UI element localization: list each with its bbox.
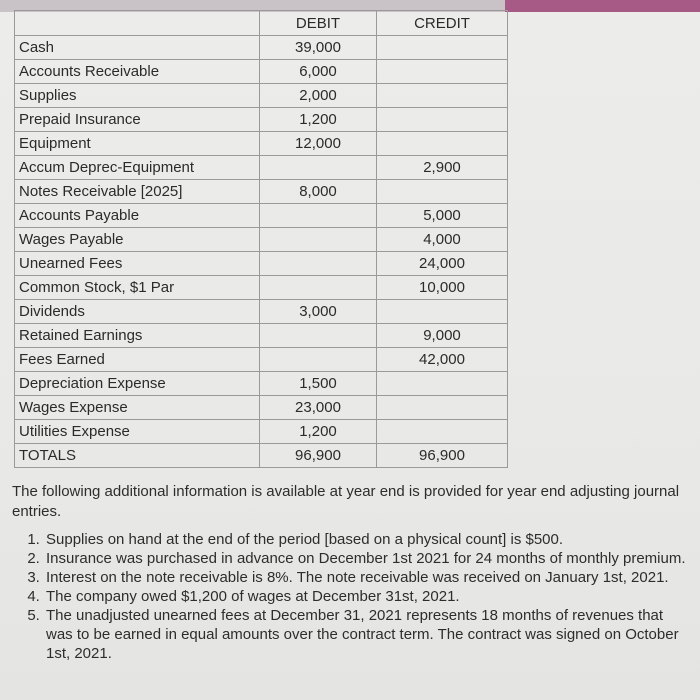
table-row xyxy=(15,84,508,108)
account-cell: Prepaid Insurance xyxy=(15,108,260,132)
debit-cell: 1,200 xyxy=(260,108,377,132)
table-row xyxy=(15,324,508,348)
debit-cell: 23,000 xyxy=(260,396,377,420)
debit-cell: 8,000 xyxy=(260,180,377,204)
account-cell: Cash xyxy=(15,36,260,60)
table-row xyxy=(15,60,508,84)
debit-cell xyxy=(260,324,377,348)
credit-cell xyxy=(377,132,508,156)
credit-cell xyxy=(377,372,508,396)
table-row xyxy=(15,180,508,204)
table-row xyxy=(15,108,508,132)
debit-cell: 3,000 xyxy=(260,300,377,324)
account-cell: Accum Deprec-Equipment xyxy=(15,156,260,180)
credit-cell: 42,000 xyxy=(377,348,508,372)
account-cell: Notes Receivable [2025] xyxy=(15,180,260,204)
debit-cell xyxy=(260,348,377,372)
credit-cell: 9,000 xyxy=(377,324,508,348)
table-row xyxy=(15,372,508,396)
credit-cell xyxy=(377,420,508,444)
table-row xyxy=(15,36,508,60)
table-row xyxy=(15,420,508,444)
debit-column-header: DEBIT xyxy=(260,11,377,36)
top-edge-accent xyxy=(505,0,700,12)
adjusting-item: 3. Interest on the note receivable is 8%. The note receivable was received on January 1st, 2021. xyxy=(44,568,688,587)
trial-balance-table xyxy=(14,10,508,468)
account-cell: Equipment xyxy=(15,132,260,156)
debit-cell: 39,000 xyxy=(260,36,377,60)
table-row xyxy=(15,276,508,300)
account-cell: TOTALS xyxy=(15,444,260,468)
table-row xyxy=(15,396,508,420)
table-row xyxy=(15,156,508,180)
debit-cell xyxy=(260,156,377,180)
adjusting-item: 2. Insurance was purchased in advance on December 1st 2021 for 24 months of monthly premium. xyxy=(44,549,688,568)
account-cell: Retained Earnings xyxy=(15,324,260,348)
account-column-header xyxy=(15,11,260,36)
table-row xyxy=(15,348,508,372)
adjusting-item: 5. The unadjusted unearned fees at December 31, 2021 represents 18 months of revenues that was to be earned in equal amounts over the contract term. The contract was signed on October 1st, 2021. xyxy=(44,606,688,663)
debit-cell xyxy=(260,276,377,300)
credit-cell: 4,000 xyxy=(377,228,508,252)
account-cell: Accounts Payable xyxy=(15,204,260,228)
account-cell: Wages Payable xyxy=(15,228,260,252)
credit-cell xyxy=(377,396,508,420)
credit-cell: 5,000 xyxy=(377,204,508,228)
account-cell: Dividends xyxy=(15,300,260,324)
credit-cell xyxy=(377,36,508,60)
table-body xyxy=(15,36,508,468)
debit-cell: 6,000 xyxy=(260,60,377,84)
account-cell: Common Stock, $1 Par xyxy=(15,276,260,300)
credit-cell: 96,900 xyxy=(377,444,508,468)
table-header-row xyxy=(15,11,508,36)
credit-cell xyxy=(377,300,508,324)
credit-cell xyxy=(377,180,508,204)
account-cell: Supplies xyxy=(15,84,260,108)
table-row xyxy=(15,252,508,276)
info-intro: The following additional information is available at year end is provided for year end adjusting journal entries. xyxy=(12,483,680,520)
adjusting-item: 1. Supplies on hand at the end of the period [based on a physical count] is $500. xyxy=(44,530,688,549)
adjusting-item: 4. The company owed $1,200 of wages at December 31st, 2021. xyxy=(44,587,688,606)
credit-column-header: CREDIT xyxy=(377,11,508,36)
credit-cell xyxy=(377,60,508,84)
account-cell: Unearned Fees xyxy=(15,252,260,276)
debit-cell xyxy=(260,228,377,252)
debit-cell: 1,500 xyxy=(260,372,377,396)
table-row xyxy=(15,204,508,228)
debit-cell: 12,000 xyxy=(260,132,377,156)
credit-cell: 24,000 xyxy=(377,252,508,276)
debit-cell xyxy=(260,252,377,276)
account-cell: Utilities Expense xyxy=(15,420,260,444)
debit-cell: 96,900 xyxy=(260,444,377,468)
table-row xyxy=(15,228,508,252)
credit-cell xyxy=(377,108,508,132)
additional-information xyxy=(12,482,688,663)
debit-cell: 2,000 xyxy=(260,84,377,108)
credit-cell: 2,900 xyxy=(377,156,508,180)
table-row xyxy=(15,300,508,324)
account-cell: Fees Earned xyxy=(15,348,260,372)
table-row xyxy=(15,132,508,156)
debit-cell: 1,200 xyxy=(260,420,377,444)
credit-cell: 10,000 xyxy=(377,276,508,300)
debit-cell xyxy=(260,204,377,228)
adjusting-items-list xyxy=(12,530,688,663)
account-cell: Accounts Receivable xyxy=(15,60,260,84)
account-cell: Wages Expense xyxy=(15,396,260,420)
credit-cell xyxy=(377,84,508,108)
table-row xyxy=(15,444,508,468)
account-cell: Depreciation Expense xyxy=(15,372,260,396)
